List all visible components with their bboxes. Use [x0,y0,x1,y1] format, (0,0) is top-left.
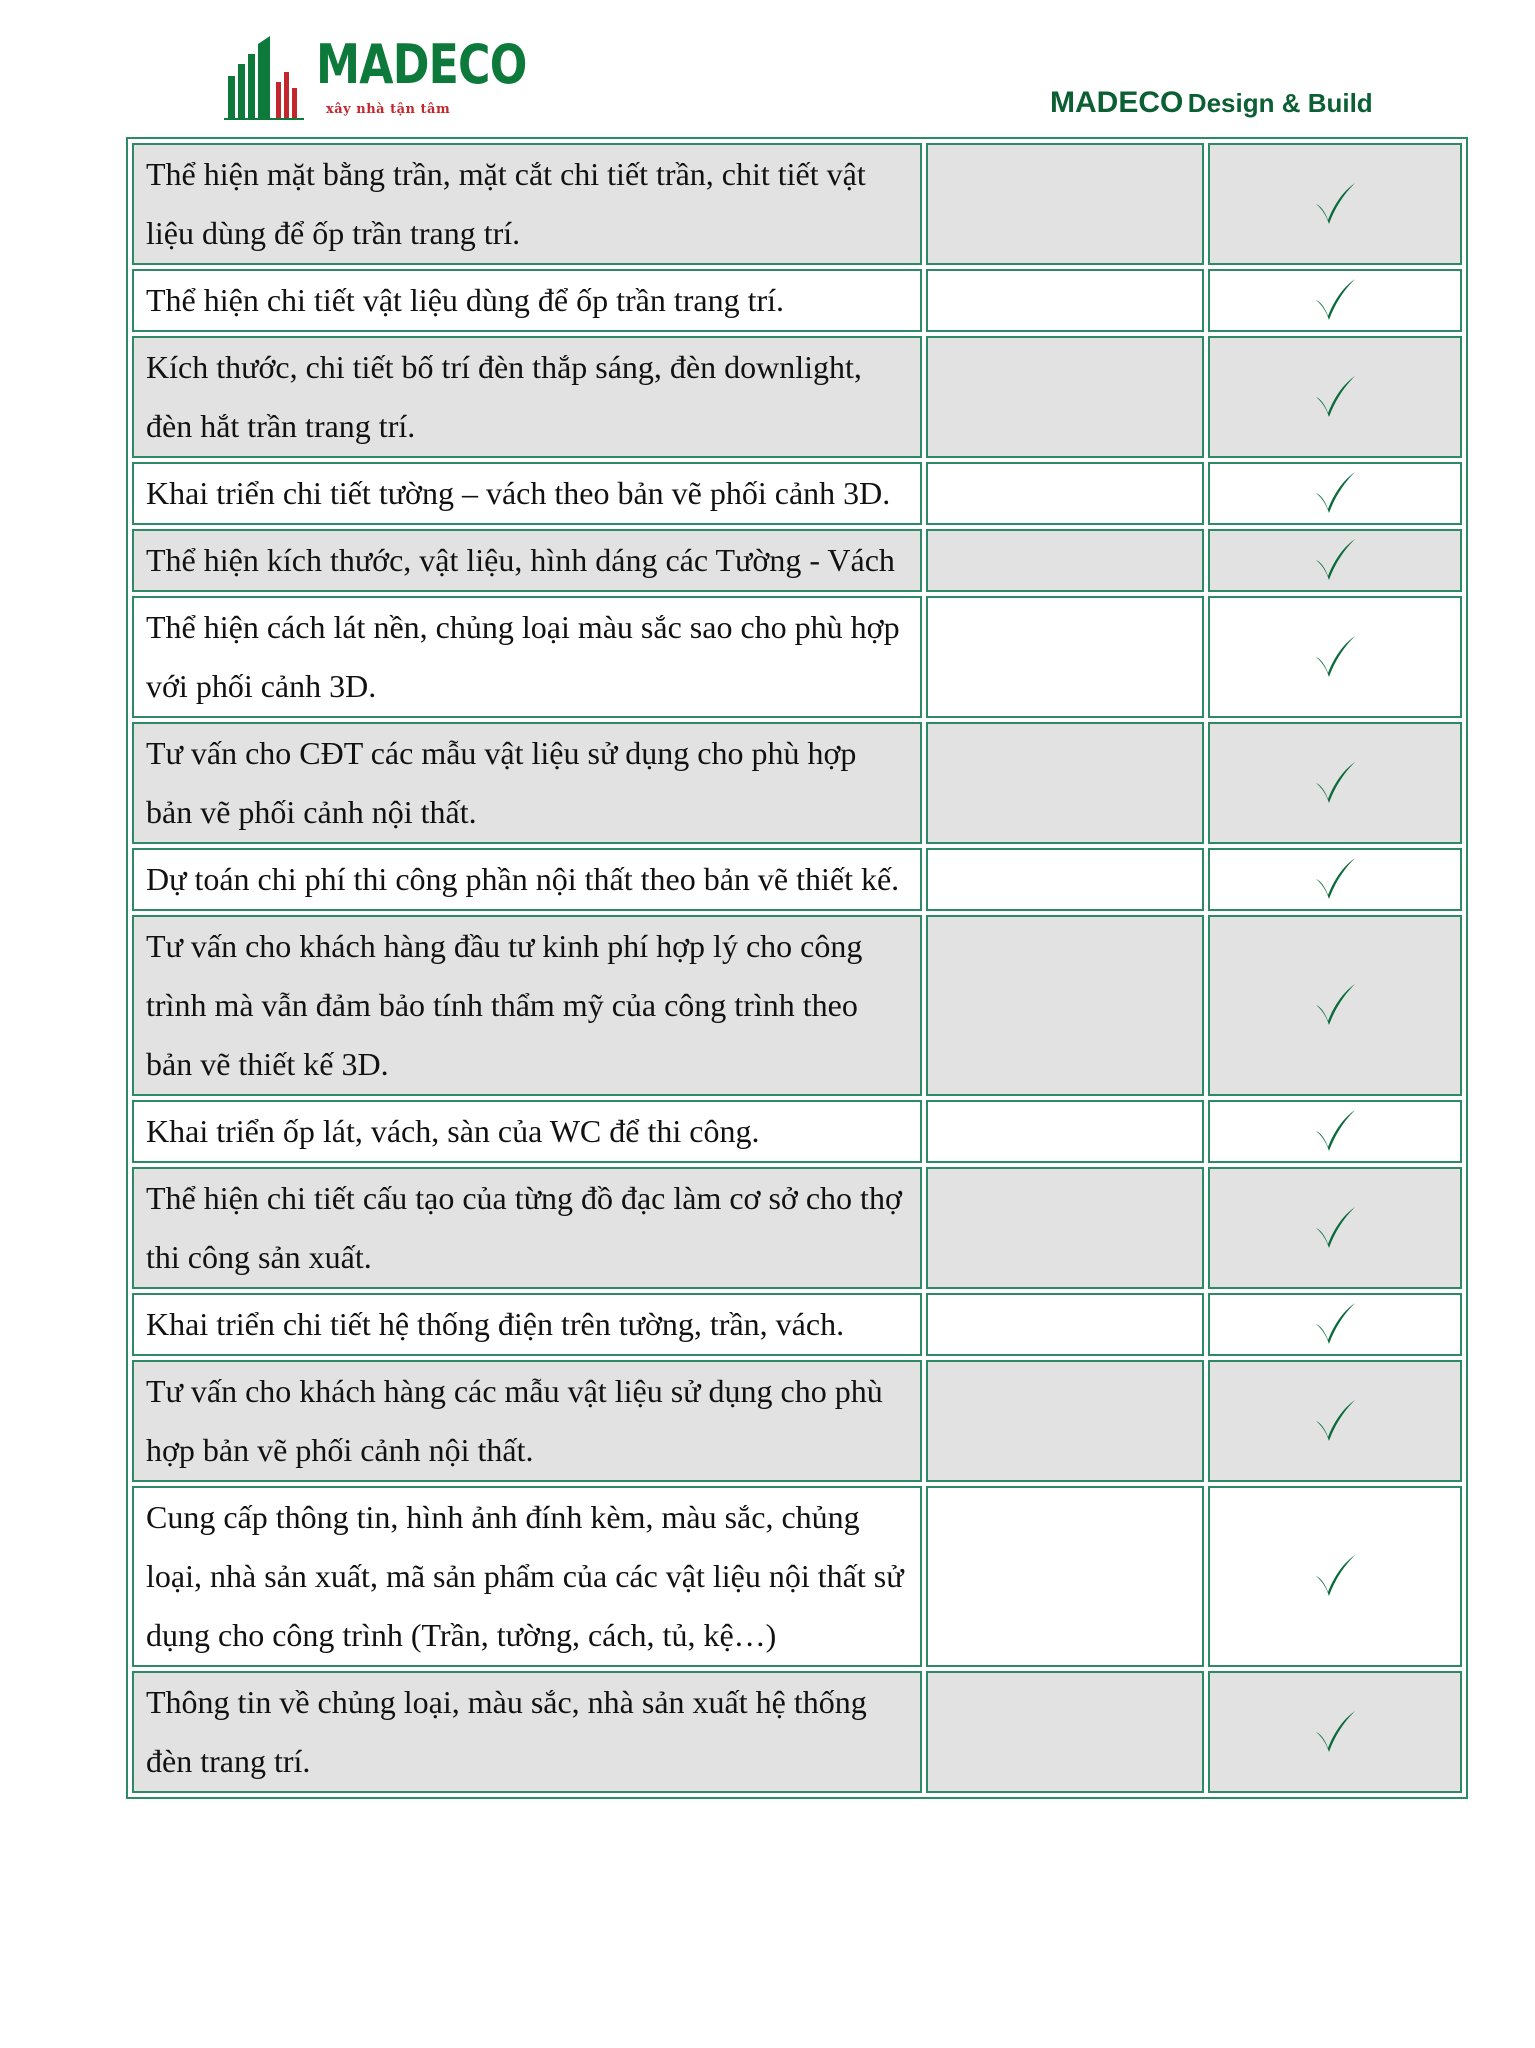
check-cell [1208,596,1462,718]
check-cell [1208,1671,1462,1793]
empty-cell [926,1486,1204,1667]
check-cell [1208,462,1462,525]
check-cell [1208,1293,1462,1356]
check-cell [1208,722,1462,844]
task-description: Khai triển chi tiết tường – vách theo bản vẽ phối cảnh 3D. [132,462,922,525]
table-row [132,915,1462,1096]
empty-cell [926,1100,1204,1163]
checkmark-icon [1313,276,1357,320]
check-cell [1208,269,1462,332]
table-row [132,1671,1462,1793]
task-description: Tư vấn cho khách hàng các mẫu vật liệu sử dụng cho phù hợp bản vẽ phối cảnh nội thất. [132,1360,922,1482]
task-description: Dự toán chi phí thi công phần nội thất theo bản vẽ thiết kế. [132,848,922,911]
brand-suffix: Design & Build [1187,88,1373,118]
table-row [132,529,1462,592]
checkmark-icon [1313,1107,1357,1151]
empty-cell [926,1360,1204,1482]
task-description: Cung cấp thông tin, hình ảnh đính kèm, màu sắc, chủng loại, nhà sản xuất, mã sản phẩm của các vật liệu nội thất sử dụng cho công trình (Trần, tường, cách, tủ, kệ…) [132,1486,922,1667]
check-cell [1208,1100,1462,1163]
madeco-logo [222,30,527,125]
checkmark-icon [1313,1552,1357,1596]
checkmark-icon [1313,536,1357,580]
empty-cell [926,596,1204,718]
table-row [132,1293,1462,1356]
task-description: Thông tin về chủng loại, màu sắc, nhà sản xuất hệ thống đèn trang trí. [132,1671,922,1793]
checkmark-icon [1313,180,1357,224]
table-row [132,722,1462,844]
task-description: Thể hiện cách lát nền, chủng loại màu sắc sao cho phù hợp với phối cảnh 3D. [132,596,922,718]
empty-cell [926,336,1204,458]
table-row [132,269,1462,332]
empty-cell [926,269,1204,332]
check-cell [1208,336,1462,458]
brand-name: MADECO [1050,86,1184,119]
empty-cell [926,1293,1204,1356]
check-cell [1208,529,1462,592]
task-description: Thể hiện chi tiết vật liệu dùng để ốp trần trang trí. [132,269,922,332]
checkmark-icon [1313,1397,1357,1441]
page-header [0,0,1535,137]
task-description: Tư vấn cho CĐT các mẫu vật liệu sử dụng cho phù hợp bản vẽ phối cảnh nội thất. [132,722,922,844]
table-row [132,336,1462,458]
table-row [132,848,1462,911]
table-row [132,596,1462,718]
check-cell [1208,143,1462,265]
logo-tagline: xây nhà tận tâm [326,102,451,117]
check-cell [1208,1486,1462,1667]
table-row [132,1100,1462,1163]
building-logo-icon [222,36,312,120]
empty-cell [926,462,1204,525]
table-row [132,143,1462,265]
checkmark-icon [1313,373,1357,417]
table-row [132,1167,1462,1289]
check-cell [1208,915,1462,1096]
task-description: Thể hiện chi tiết cấu tạo của từng đồ đạc làm cơ sở cho thợ thi công sản xuất. [132,1167,922,1289]
checkmark-icon [1313,759,1357,803]
task-description: Khai triển chi tiết hệ thống điện trên tường, trần, vách. [132,1293,922,1356]
empty-cell [926,143,1204,265]
checkmark-icon [1313,855,1357,899]
task-description: Tư vấn cho khách hàng đầu tư kinh phí hợp lý cho công trình mà vẫn đảm bảo tính thẩm mỹ của công trình theo bản vẽ thiết kế 3D. [132,915,922,1096]
table-row [132,462,1462,525]
empty-cell [926,529,1204,592]
task-description: Thể hiện mặt bằng trần, mặt cắt chi tiết trần, chit tiết vật liệu dùng để ốp trần trang trí. [132,143,922,265]
checkmark-icon [1313,1708,1357,1752]
check-cell [1208,848,1462,911]
empty-cell [926,1671,1204,1793]
task-description: Thể hiện kích thước, vật liệu, hình dáng các Tường - Vách [132,529,922,592]
check-cell [1208,1360,1462,1482]
table-row [132,1486,1462,1667]
brand-title [1050,86,1373,120]
scope-table-body [132,143,1462,1793]
empty-cell [926,848,1204,911]
checkmark-icon [1313,1300,1357,1344]
task-description: Kích thước, chi tiết bố trí đèn thắp sáng, đèn downlight, đèn hắt trần trang trí. [132,336,922,458]
empty-cell [926,722,1204,844]
task-description: Khai triển ốp lát, vách, sàn của WC để thi công. [132,1100,922,1163]
scope-table [126,137,1468,1799]
checkmark-icon [1313,633,1357,677]
empty-cell [926,1167,1204,1289]
empty-cell [926,915,1204,1096]
checkmark-icon [1313,469,1357,513]
checkmark-icon [1313,1204,1357,1248]
table-row [132,1360,1462,1482]
logo-wordmark: MADECO [316,33,527,96]
check-cell [1208,1167,1462,1289]
checkmark-icon [1313,981,1357,1025]
